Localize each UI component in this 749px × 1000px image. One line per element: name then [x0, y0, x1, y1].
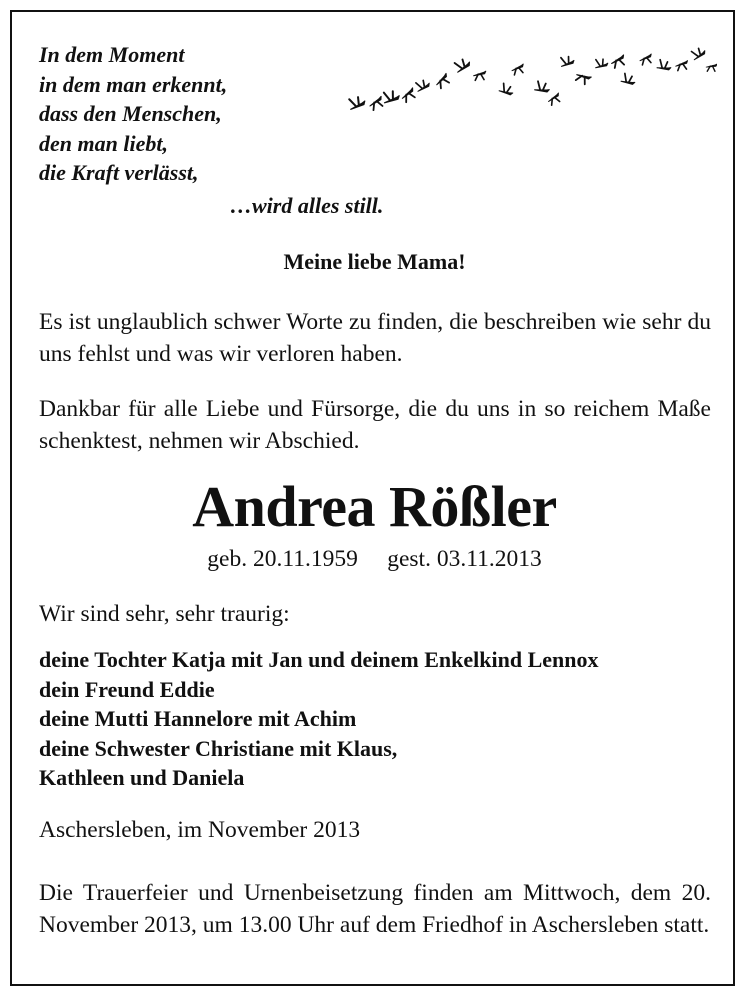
poem-line: die Kraft verlässt,: [39, 160, 199, 185]
poem-line: dass den Menschen,: [39, 101, 222, 126]
bird-icon: [382, 89, 400, 103]
bird-icon: [594, 58, 608, 68]
death-date: gest. 03.11.2013: [387, 546, 542, 572]
mourner-line: deine Schwester Christiane mit Klaus,: [39, 735, 398, 761]
mourner-line: dein Freund Eddie: [39, 676, 215, 702]
bird-icon: [414, 78, 430, 91]
paragraph-intro: Es ist unglaublich schwer Worte zu finden, die beschreiben wie sehr du uns fehlst und was wir verloren haben.: [39, 309, 711, 367]
bird-icon: [435, 73, 452, 89]
mourner-line: deine Mutti Hannelore mit Achim: [39, 706, 357, 731]
poem-line: den man liebt,: [39, 130, 168, 156]
bird-icon: [401, 88, 418, 104]
flying-birds-icon: [345, 46, 717, 124]
bird-icon: [657, 59, 672, 70]
bird-icon: [547, 93, 562, 106]
greeting: Meine liebe Mama!: [283, 249, 466, 274]
bird-icon: [499, 83, 515, 96]
poem-line: In dem Moment: [39, 42, 185, 67]
mourner-line: deine Tochter Katja mit Jan und deinem Enkelkind Lennox: [39, 647, 599, 672]
poem-line: in dem man erkennt,: [39, 71, 228, 97]
place-and-date: Aschersleben, im November 2013: [39, 817, 361, 843]
bird-icon: [511, 64, 526, 76]
bird-icon: [559, 55, 574, 67]
bird-icon: [369, 96, 386, 111]
bird-icon: [690, 46, 706, 60]
birth-date: geb. 20.11.1959: [207, 546, 358, 572]
bird-icon: [453, 56, 471, 72]
bird-icon: [675, 61, 689, 72]
bird-icon: [535, 81, 551, 92]
mourner-line: Kathleen und Daniela: [39, 765, 245, 790]
poem: [39, 40, 384, 218]
mourners-list: [39, 645, 599, 793]
bird-icon: [347, 94, 365, 109]
life-dates: [0, 546, 749, 573]
bird-icon: [621, 73, 636, 85]
bird-icon: [639, 54, 654, 66]
poem-closing-line: …wird alles still.: [230, 193, 384, 218]
ceremony-info: Die Trauerfeier und Urnenbeisetzung finden am Mittwoch, dem 20. November 2013, um 13.00 Uhr auf dem Friedhof in Aschersleben statt.: [39, 880, 711, 938]
deceased-name: Andrea Rößler: [192, 474, 557, 539]
mourning-intro: Wir sind sehr, sehr traurig:: [39, 601, 290, 627]
bird-icon: [575, 72, 592, 85]
bird-icon: [473, 71, 487, 81]
bird-icon: [706, 64, 717, 72]
paragraph-gratitude: Dankbar für alle Liebe und Fürsorge, die du uns in so reichem Maße schenktest, nehmen wir Abschied.: [39, 396, 711, 454]
bird-icon: [611, 55, 628, 69]
